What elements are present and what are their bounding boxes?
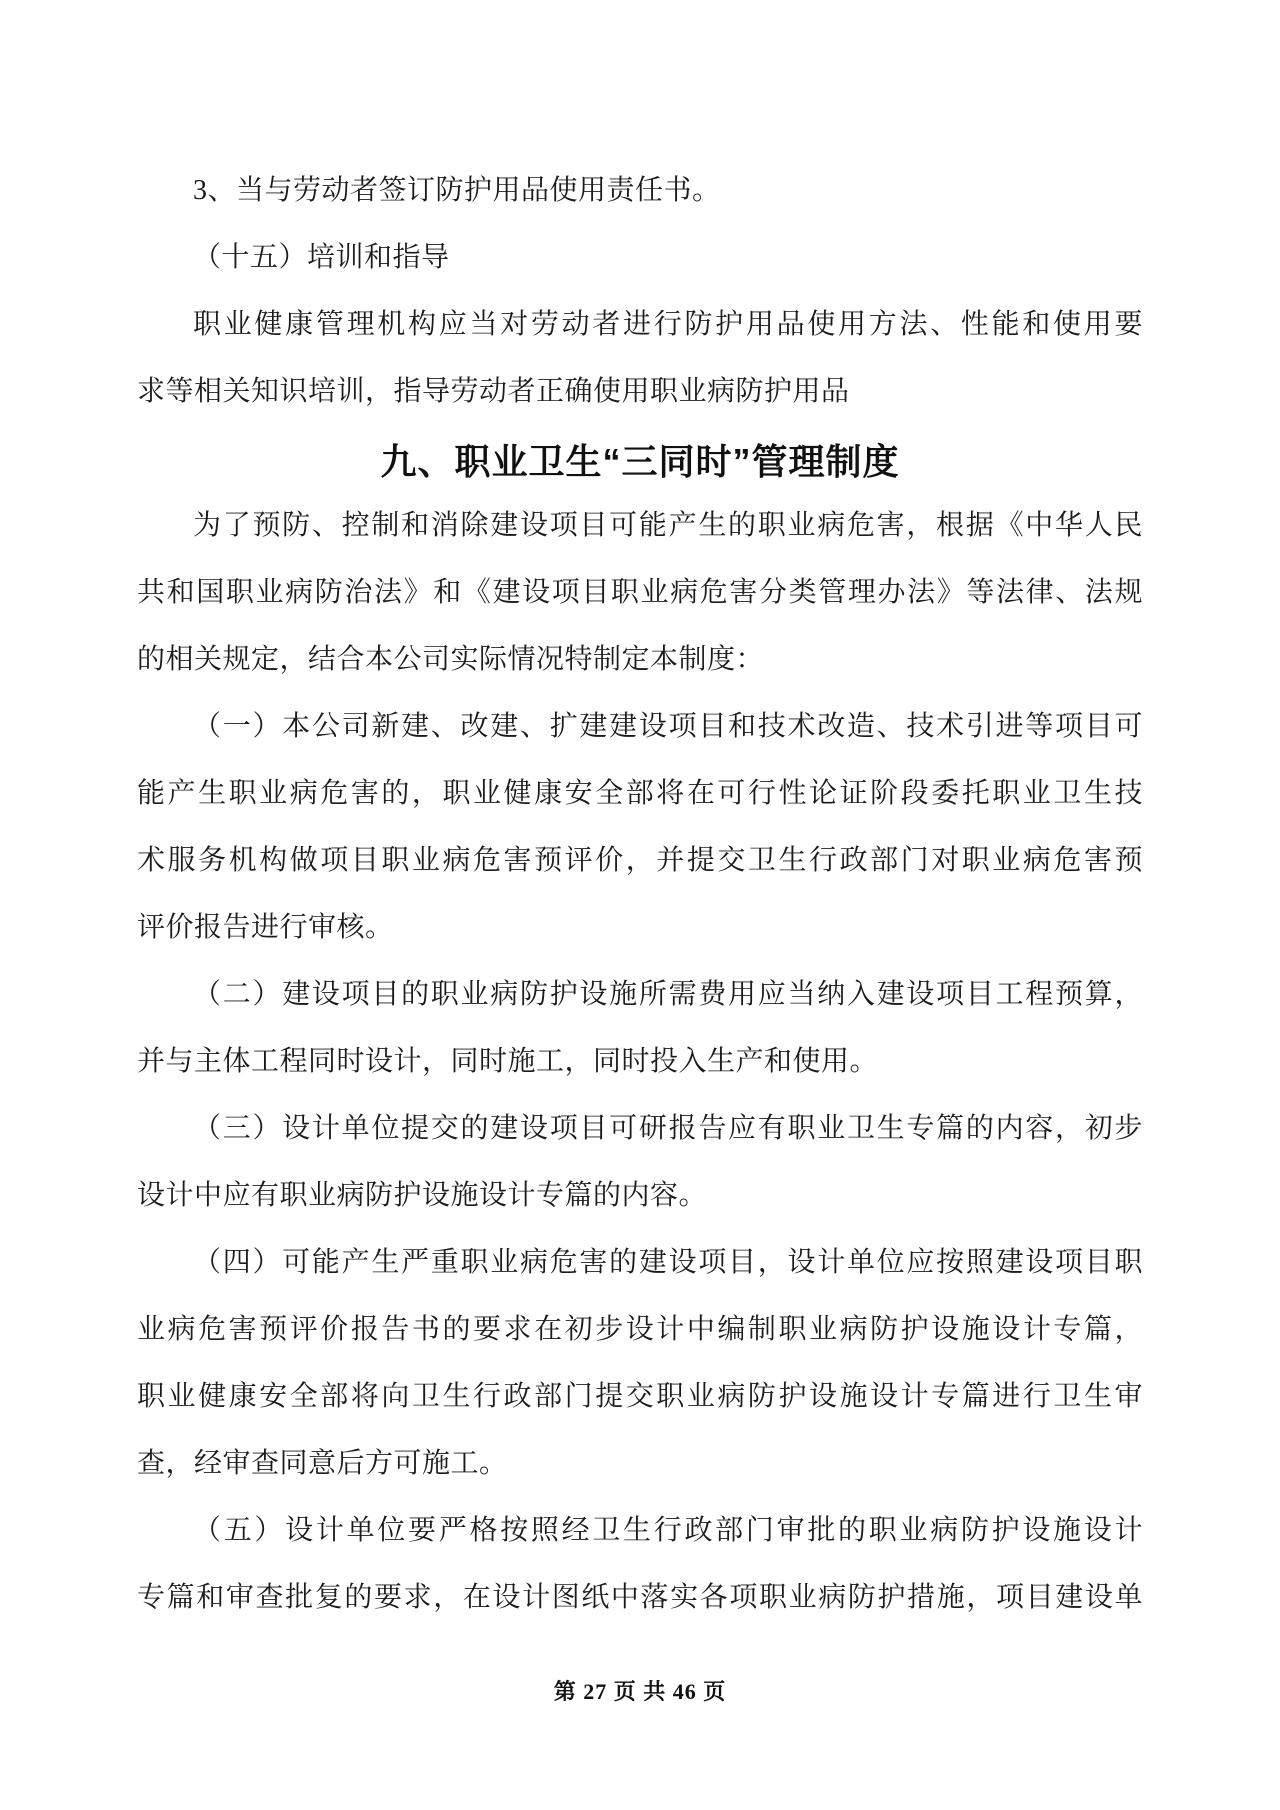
text-line: （二）建设项目的职业病防护设施所需费用应当纳入建设项目工程预算， (193, 979, 1143, 1010)
section-heading: 九、职业卫生“三同时”管理制度 (380, 441, 900, 482)
text-line: （五）设计单位要严格按照经卫生行政部门审批的职业病防护设施设计 (193, 1515, 1143, 1546)
text-line: （一）本公司新建、改建、扩建建设项目和技术改造、技术引进等项目可 (193, 711, 1143, 742)
text-line: （三）设计单位提交的建设项目可研报告应有职业卫生专篇的内容，初步 (193, 1113, 1143, 1144)
text-line: 职业健康安全部将向卫生行政部门提交职业病防护设施设计专篇进行卫生审 (137, 1381, 1143, 1412)
text-line: （四）可能产生严重职业病危害的建设项目，设计单位应按照建设项目职 (193, 1247, 1143, 1278)
text-line: 评价报告进行审核。 (137, 912, 394, 943)
text-line: 能产生职业病危害的，职业健康安全部将在可行性论证阶段委托职业卫生技 (137, 778, 1143, 809)
text-line: 职业健康管理机构应当对劳动者进行防护用品使用方法、性能和使用要 (193, 309, 1143, 340)
text-line: （十五）培训和指导 (193, 242, 450, 273)
text-line: 查，经审查同意后方可施工。 (137, 1448, 508, 1479)
text-line: 共和国职业病防治法》和《建设项目职业病危害分类管理办法》等法律、法规 (137, 577, 1143, 608)
text-line: 术服务机构做项目职业病危害预评价，并提交卫生行政部门对职业病危害预 (137, 845, 1143, 876)
page-footer: 第 27 页 共 46 页 (553, 1679, 727, 1704)
text-line: 专篇和审查批复的要求，在设计图纸中落实各项职业病防护措施，项目建设单 (137, 1582, 1143, 1613)
text-line: 求等相关知识培训，指导劳动者正确使用职业病防护用品 (137, 376, 850, 407)
text-line: 3、当与劳动者签订防护用品使用责任书。 (193, 175, 721, 206)
text-line: 为了预防、控制和消除建设项目可能产生的职业病危害，根据《中华人民 (193, 510, 1143, 541)
text-line: 业病危害预评价报告书的要求在初步设计中编制职业病防护设施设计专篇， (137, 1314, 1143, 1345)
text-line: 并与主体工程同时设计，同时施工，同时投入生产和使用。 (137, 1046, 879, 1077)
text-line: 设计中应有职业病防护设施设计专篇的内容。 (137, 1180, 708, 1211)
text-line: 的相关规定，结合本公司实际情况特制定本制度： (137, 644, 765, 675)
